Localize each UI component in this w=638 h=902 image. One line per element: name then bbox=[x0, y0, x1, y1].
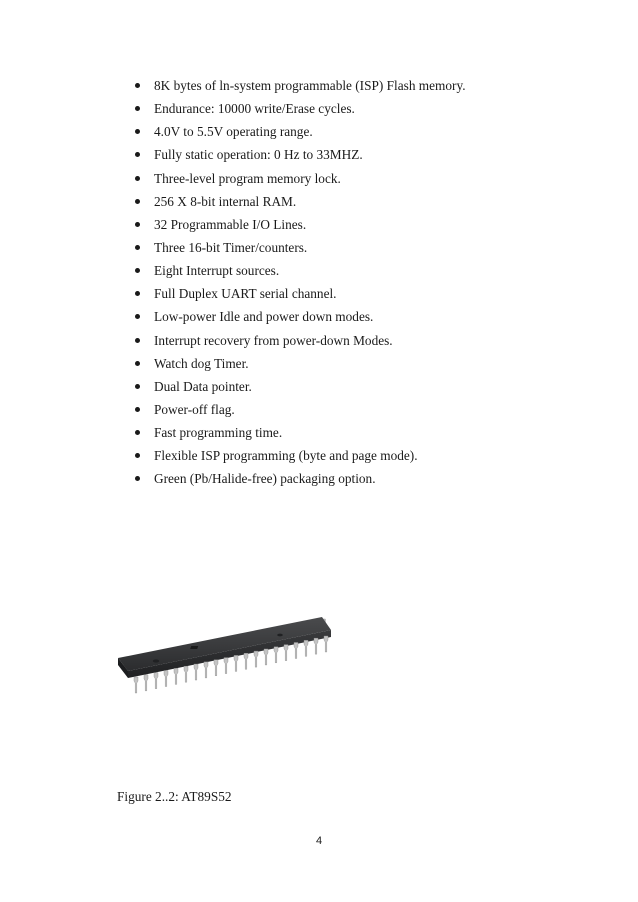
chip-pin bbox=[234, 655, 238, 671]
bullet-icon bbox=[135, 106, 140, 111]
bullet-icon bbox=[135, 384, 140, 389]
chip-pin bbox=[164, 671, 168, 687]
bullet-icon bbox=[135, 291, 140, 296]
chip-pin bbox=[284, 645, 288, 661]
list-item bbox=[0, 398, 466, 421]
list-item bbox=[0, 352, 466, 375]
list-item-text: 32 Programmable I/O Lines. bbox=[154, 216, 307, 232]
list-item-text: Three 16-bit Timer/counters. bbox=[154, 239, 308, 255]
bullet-icon bbox=[135, 361, 140, 366]
list-item bbox=[0, 97, 466, 120]
list-item-text: Three-level program memory lock. bbox=[154, 170, 341, 186]
bullet-icon bbox=[135, 245, 140, 250]
chip-pin bbox=[314, 638, 318, 654]
bullet-icon bbox=[135, 176, 140, 181]
chip-pin bbox=[324, 636, 328, 652]
list-item bbox=[0, 375, 466, 398]
list-item-text: Fast programming time. bbox=[154, 425, 283, 441]
list-item bbox=[0, 282, 466, 305]
feature-list bbox=[0, 74, 466, 491]
chip-pin bbox=[304, 640, 308, 656]
chip-pin bbox=[274, 647, 278, 663]
list-item bbox=[0, 167, 466, 190]
list-item bbox=[0, 213, 466, 236]
chip-pin bbox=[144, 675, 148, 691]
bullet-icon bbox=[135, 338, 140, 343]
list-item bbox=[0, 236, 466, 259]
chip-pin bbox=[194, 664, 198, 680]
bullet-icon bbox=[135, 430, 140, 435]
bullet-icon bbox=[135, 129, 140, 134]
bullet-icon bbox=[135, 83, 140, 88]
list-item-text: 4.0V to 5.5V operating range. bbox=[154, 124, 313, 140]
list-item-text: Fully static operation: 0 Hz to 33MHZ. bbox=[154, 147, 363, 163]
list-item-text: Low-power Idle and power down modes. bbox=[154, 309, 374, 325]
chip-pin bbox=[214, 660, 218, 676]
list-item bbox=[0, 329, 466, 352]
list-item bbox=[0, 467, 466, 490]
chip-pin bbox=[264, 649, 268, 665]
chip-pin bbox=[134, 677, 138, 693]
list-item bbox=[0, 259, 466, 282]
bullet-icon bbox=[135, 476, 140, 481]
list-item-text: Interrupt recovery from power-down Modes. bbox=[154, 332, 393, 348]
list-item bbox=[0, 74, 466, 97]
list-item-text: Flexible ISP programming (byte and page mode). bbox=[154, 448, 418, 464]
page-number: 4 bbox=[315, 835, 323, 847]
bullet-icon bbox=[135, 407, 140, 412]
list-item bbox=[0, 421, 466, 444]
bullet-icon bbox=[135, 314, 140, 319]
list-item-text: Power-off flag. bbox=[154, 401, 235, 417]
list-item bbox=[0, 305, 466, 328]
bullet-icon bbox=[135, 222, 140, 227]
chip-pin bbox=[224, 658, 228, 674]
chip-pin bbox=[254, 651, 258, 667]
chip-pin bbox=[204, 662, 208, 678]
list-item-text: Eight Interrupt sources. bbox=[154, 263, 280, 279]
list-item-text: Endurance: 10000 write/Erase cycles. bbox=[154, 101, 355, 117]
list-item bbox=[0, 190, 466, 213]
figure-caption: Figure 2..2: AT89S52 bbox=[117, 789, 232, 804]
bullet-icon bbox=[135, 152, 140, 157]
at89s52-chip-image bbox=[112, 600, 342, 710]
list-item-text: 8K bytes of ln-system programmable (ISP) Flash memory. bbox=[154, 78, 466, 93]
chip-pin bbox=[154, 673, 158, 689]
list-item-text: Watch dog Timer. bbox=[154, 355, 249, 371]
list-item bbox=[0, 444, 466, 467]
list-item-text: Dual Data pointer. bbox=[154, 378, 252, 394]
chip-pin bbox=[294, 642, 298, 658]
list-item-text: Green (Pb/Halide-free) packaging option. bbox=[154, 471, 376, 487]
list-item-text: 256 X 8-bit internal RAM. bbox=[154, 193, 297, 209]
list-item bbox=[0, 143, 466, 166]
bullet-icon bbox=[135, 453, 140, 458]
chip-pin bbox=[244, 653, 248, 669]
bullet-icon bbox=[135, 199, 140, 204]
chip-pin bbox=[174, 668, 178, 684]
list-item-text: Full Duplex UART serial channel. bbox=[154, 286, 337, 302]
chip-pin bbox=[184, 666, 188, 682]
bullet-icon bbox=[135, 268, 140, 273]
list-item bbox=[0, 120, 466, 143]
